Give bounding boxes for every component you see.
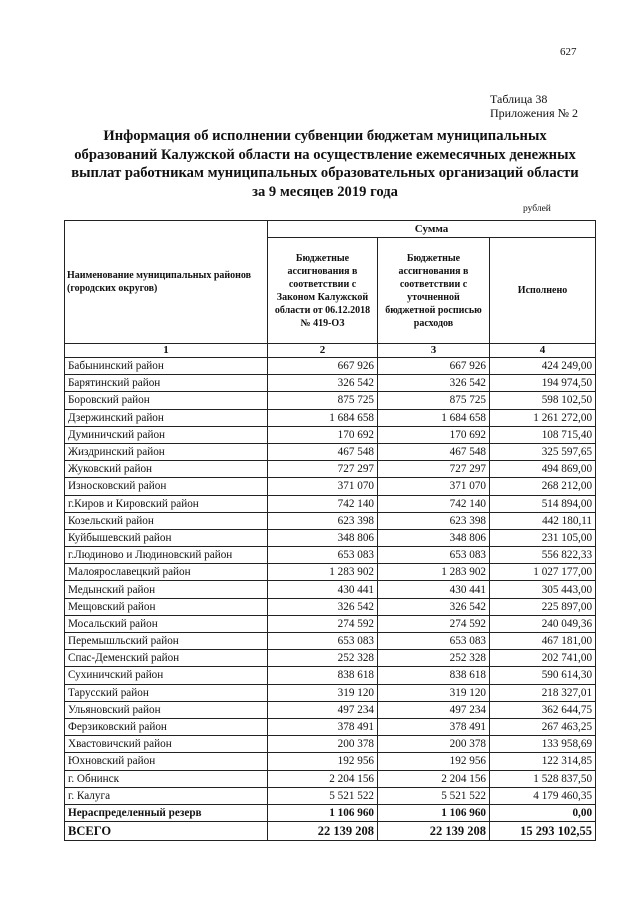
district-name: Жиздринский район (65, 443, 268, 460)
district-name: Хвастовичский район (65, 736, 268, 753)
law-allocation: 430 441 (268, 581, 378, 598)
title-line: Информация об исполнении субвенции бюджетам муниципальных (103, 128, 547, 144)
table-meta (490, 92, 578, 120)
table-row (65, 426, 596, 443)
revised-allocation: 497 234 (378, 701, 490, 718)
table-row (65, 564, 596, 581)
revised-allocation: 727 297 (378, 461, 490, 478)
law-allocation: 653 083 (268, 547, 378, 564)
district-name: г.Киров и Кировский район (65, 495, 268, 512)
law-allocation: 170 692 (268, 426, 378, 443)
district-name: Барятинский район (65, 375, 268, 392)
table-row (65, 409, 596, 426)
table-row (65, 358, 596, 375)
executed-amount: 362 644,75 (490, 701, 596, 718)
revised-allocation: 326 542 (378, 375, 490, 392)
district-name: г. Обнинск (65, 770, 268, 787)
executed-amount: 218 327,01 (490, 684, 596, 701)
column-number: 4 (490, 344, 596, 358)
executed-amount: 514 894,00 (490, 495, 596, 512)
district-name: Дзержинский район (65, 409, 268, 426)
executed-amount: 122 314,85 (490, 753, 596, 770)
law-allocation: 378 491 (268, 718, 378, 735)
reserve-executed: 0,00 (490, 804, 596, 821)
law-allocation: 1 684 658 (268, 409, 378, 426)
law-allocation: 467 548 (268, 443, 378, 460)
law-allocation: 875 725 (268, 392, 378, 409)
law-allocation: 623 398 (268, 512, 378, 529)
table-row (65, 787, 596, 804)
law-allocation: 200 378 (268, 736, 378, 753)
column-number: 2 (268, 344, 378, 358)
district-name: Тарусский район (65, 684, 268, 701)
document-title (60, 127, 590, 201)
total-row (65, 821, 596, 840)
law-allocation: 742 140 (268, 495, 378, 512)
table-row (65, 753, 596, 770)
executed-amount: 267 463,25 (490, 718, 596, 735)
total-revised-allocation: 22 139 208 (378, 821, 490, 840)
law-allocation: 838 618 (268, 667, 378, 684)
table-row (65, 461, 596, 478)
table-label: Таблица 38 (490, 92, 548, 106)
table-row (65, 547, 596, 564)
executed-amount: 194 974,50 (490, 375, 596, 392)
district-name: Козельский район (65, 512, 268, 529)
table-row (65, 667, 596, 684)
executed-amount: 133 958,69 (490, 736, 596, 753)
executed-amount: 467 181,00 (490, 633, 596, 650)
revised-allocation: 1 283 902 (378, 564, 490, 581)
revised-allocation: 653 083 (378, 547, 490, 564)
revised-allocation: 838 618 (378, 667, 490, 684)
reserve-revised-allocation: 1 106 960 (378, 804, 490, 821)
executed-amount: 598 102,50 (490, 392, 596, 409)
title-line: за 9 месяцев 2019 года (252, 183, 398, 200)
executed-amount: 1 027 177,00 (490, 564, 596, 581)
executed-amount: 268 212,00 (490, 478, 596, 495)
district-name: г. Калуга (65, 787, 268, 804)
revised-allocation: 192 956 (378, 753, 490, 770)
executed-amount: 424 249,00 (490, 358, 596, 375)
table-row (65, 375, 596, 392)
total-law-allocation: 22 139 208 (268, 821, 378, 840)
header-sum: Сумма (268, 221, 596, 238)
executed-amount: 556 822,33 (490, 547, 596, 564)
reserve-name: Нераспределенный резерв (65, 804, 268, 821)
law-allocation: 5 521 522 (268, 787, 378, 804)
table-row (65, 478, 596, 495)
law-allocation: 348 806 (268, 529, 378, 546)
executed-amount: 4 179 460,35 (490, 787, 596, 804)
revised-allocation: 5 521 522 (378, 787, 490, 804)
district-name: Малоярославецкий район (65, 564, 268, 581)
total-executed: 15 293 102,55 (490, 821, 596, 840)
district-name: Юхновский район (65, 753, 268, 770)
district-name: Медынский район (65, 581, 268, 598)
executed-amount: 231 105,00 (490, 529, 596, 546)
table-row (65, 701, 596, 718)
district-name: Ульяновский район (65, 701, 268, 718)
law-allocation: 1 283 902 (268, 564, 378, 581)
executed-amount: 1 528 837,50 (490, 770, 596, 787)
header-revised-allocations: Бюджетные ассигнования в соответствии с уточненной бюджетной росписью расходов (378, 238, 490, 344)
executed-amount: 225 897,00 (490, 598, 596, 615)
executed-amount: 108 715,40 (490, 426, 596, 443)
table-row (65, 615, 596, 632)
law-allocation: 274 592 (268, 615, 378, 632)
unit-label: рублей (523, 204, 551, 214)
table-row (65, 718, 596, 735)
subvention-table (64, 220, 596, 841)
table-row (65, 581, 596, 598)
executed-amount: 590 614,30 (490, 667, 596, 684)
revised-allocation: 348 806 (378, 529, 490, 546)
executed-amount: 442 180,11 (490, 512, 596, 529)
law-allocation: 252 328 (268, 650, 378, 667)
table-row (65, 633, 596, 650)
district-name: Мосальский район (65, 615, 268, 632)
law-allocation: 667 926 (268, 358, 378, 375)
district-name: Куйбышевский район (65, 529, 268, 546)
revised-allocation: 1 684 658 (378, 409, 490, 426)
executed-amount: 1 261 272,00 (490, 409, 596, 426)
header-law-allocations: Бюджетные ассигнования в соответствии с Законом Калужской области от 06.12.2018 № 419-ОЗ (268, 238, 378, 344)
district-name: Износковский район (65, 478, 268, 495)
revised-allocation: 326 542 (378, 598, 490, 615)
revised-allocation: 653 083 (378, 633, 490, 650)
law-allocation: 371 070 (268, 478, 378, 495)
table-row (65, 684, 596, 701)
executed-amount: 305 443,00 (490, 581, 596, 598)
executed-amount: 202 741,00 (490, 650, 596, 667)
revised-allocation: 200 378 (378, 736, 490, 753)
law-allocation: 192 956 (268, 753, 378, 770)
revised-allocation: 319 120 (378, 684, 490, 701)
reserve-row (65, 804, 596, 821)
revised-allocation: 623 398 (378, 512, 490, 529)
law-allocation: 326 542 (268, 375, 378, 392)
revised-allocation: 742 140 (378, 495, 490, 512)
district-name: Боровский район (65, 392, 268, 409)
revised-allocation: 371 070 (378, 478, 490, 495)
column-number: 1 (65, 344, 268, 358)
appendix-label: Приложения № 2 (490, 106, 579, 120)
table-body (65, 358, 596, 805)
district-name: Сухиничский район (65, 667, 268, 684)
header-name: Наименование муниципальных районов (городских округов) (65, 221, 268, 344)
revised-allocation: 170 692 (378, 426, 490, 443)
district-name: Думиничский район (65, 426, 268, 443)
revised-allocation: 252 328 (378, 650, 490, 667)
law-allocation: 497 234 (268, 701, 378, 718)
title-line: образований Калужской области на осуществление ежемесячных денежных (74, 146, 576, 163)
table-row (65, 529, 596, 546)
page-number: 627 (560, 46, 577, 58)
law-allocation: 2 204 156 (268, 770, 378, 787)
table-row (65, 770, 596, 787)
district-name: Жуковский район (65, 461, 268, 478)
revised-allocation: 2 204 156 (378, 770, 490, 787)
executed-amount: 494 869,00 (490, 461, 596, 478)
executed-amount: 325 597,65 (490, 443, 596, 460)
column-number-row (65, 344, 596, 358)
revised-allocation: 378 491 (378, 718, 490, 735)
district-name: г.Людиново и Людиновский район (65, 547, 268, 564)
law-allocation: 653 083 (268, 633, 378, 650)
title-line: выплат работникам муниципальных образовательных организаций области (71, 165, 579, 181)
reserve-law-allocation: 1 106 960 (268, 804, 378, 821)
executed-amount: 240 049,36 (490, 615, 596, 632)
table-row (65, 650, 596, 667)
revised-allocation: 430 441 (378, 581, 490, 598)
revised-allocation: 467 548 (378, 443, 490, 460)
law-allocation: 319 120 (268, 684, 378, 701)
revised-allocation: 875 725 (378, 392, 490, 409)
total-name: ВСЕГО (65, 821, 268, 840)
district-name: Спас-Деменский район (65, 650, 268, 667)
law-allocation: 727 297 (268, 461, 378, 478)
table-row (65, 392, 596, 409)
district-name: Перемышльский район (65, 633, 268, 650)
table-row (65, 736, 596, 753)
law-allocation: 326 542 (268, 598, 378, 615)
header-executed: Исполнено (490, 238, 596, 344)
revised-allocation: 667 926 (378, 358, 490, 375)
column-number: 3 (378, 344, 490, 358)
table-row (65, 598, 596, 615)
table-row (65, 443, 596, 460)
table-row (65, 495, 596, 512)
table-row (65, 512, 596, 529)
revised-allocation: 274 592 (378, 615, 490, 632)
district-name: Бабынинский район (65, 358, 268, 375)
district-name: Мещовский район (65, 598, 268, 615)
district-name: Ферзиковский район (65, 718, 268, 735)
